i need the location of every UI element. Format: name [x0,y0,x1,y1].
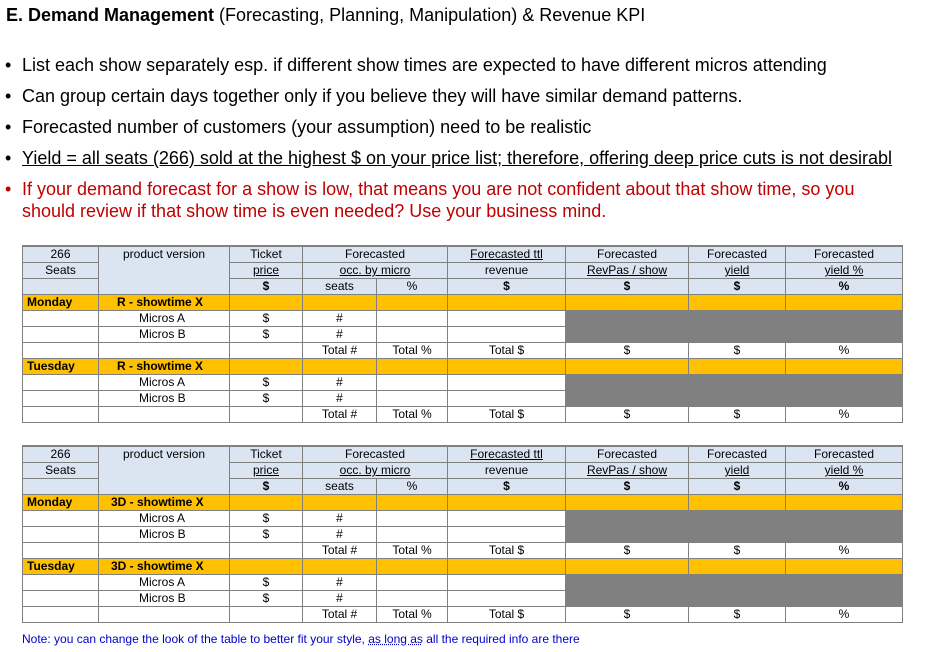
total-yield: $ [689,343,786,359]
occ-header: Forecasted [303,446,448,463]
yield-unit: $ [689,479,786,495]
ticket-header: Ticket [230,246,303,263]
total-revpas: $ [566,607,689,623]
micro-row [23,327,903,343]
total-pct: Total % [377,407,448,423]
micro-label: Micros B [99,591,230,607]
bullet-text: Yield = all seats (266) sold at the highest $ on your price list; therefore, offering deep price cuts is not desirabl [22,148,892,168]
bullet-item [0,85,930,107]
day-label: Tuesday [23,559,99,575]
price-cell: $ [230,391,303,407]
bullet-item [0,54,930,76]
rev-header-2: revenue [448,263,566,279]
day-label: Monday [23,495,99,511]
ticket-header: Ticket [230,446,303,463]
bullet-text: Forecasted number of customers (your assumption) need to be realistic [22,117,592,137]
seats-cell: # [303,511,377,527]
occ-header-2: occ. by micro [303,463,448,479]
yield-unit: $ [689,279,786,295]
micro-row [23,511,903,527]
bullet-dot: • [5,148,12,168]
total-rev: Total $ [448,343,566,359]
total-pct: Total % [377,343,448,359]
total-row [23,407,903,423]
total-seats: Total # [303,607,377,623]
total-pct: Total % [377,607,448,623]
day-row [23,559,903,575]
seats-header: 266 [23,446,99,463]
table-header-row [23,446,903,463]
total-seats: Total # [303,343,377,359]
occ-header-2: occ. by micro [303,263,448,279]
note-dotted: as long as [368,632,423,646]
table-header-row [23,246,903,263]
rev-header-2: revenue [448,463,566,479]
seats-cell: # [303,527,377,543]
yieldpct-header-2: yield % [786,263,903,279]
revpas-unit: $ [566,479,689,495]
price-cell: $ [230,591,303,607]
total-rev: Total $ [448,407,566,423]
total-yieldpct: % [786,543,903,559]
seats-cell: # [303,591,377,607]
price-cell: $ [230,511,303,527]
revpas-unit: $ [566,279,689,295]
micro-label: Micros A [99,511,230,527]
ticket-unit: $ [230,479,303,495]
seats-cell: # [303,327,377,343]
day-row [23,359,903,375]
total-yieldpct: % [786,343,903,359]
bullet-text: Can group certain days together only if you believe they will have similar demand patterns. [22,86,743,106]
bullet-list [0,54,930,231]
total-yield: $ [689,407,786,423]
seats-cell: # [303,575,377,591]
note-before: Note: you can change the look of the table to better fit your style, [22,632,369,646]
micro-label: Micros A [99,375,230,391]
total-yield: $ [689,607,786,623]
rev-unit: $ [448,479,566,495]
micro-label: Micros A [99,575,230,591]
total-pct: Total % [377,543,448,559]
bullet-dot: • [5,117,12,137]
micro-row [23,591,903,607]
micro-label: Micros B [99,391,230,407]
rev-unit: $ [448,279,566,295]
micro-row [23,375,903,391]
occ-pct-header: % [377,279,448,295]
seats-cell: # [303,391,377,407]
total-rev: Total $ [448,607,566,623]
total-seats: Total # [303,543,377,559]
version-label: 3D - showtime X [99,559,230,575]
total-seats: Total # [303,407,377,423]
version-label: R - showtime X [99,359,230,375]
bullet-text: If your demand forecast for a show is low, that means you are not confident about that show time, so you should review if that show time is even needed? Use your business mind. [22,179,855,221]
total-yieldpct: % [786,407,903,423]
header-cell [23,479,99,495]
seats-cell: # [303,311,377,327]
total-row [23,543,903,559]
price-cell: $ [230,575,303,591]
bullet-item [0,147,930,169]
section-heading [6,5,645,26]
bullet-text: List each show separately esp. if different show times are expected to have different micros attending [22,55,827,75]
micro-row [23,575,903,591]
bullet-dot: • [5,55,12,75]
price-cell: $ [230,327,303,343]
day-row [23,295,903,311]
revpas-header-2: RevPas / show [566,463,689,479]
day-label: Monday [23,295,99,311]
total-yield: $ [689,543,786,559]
total-row [23,343,903,359]
rev-header-text: Forecasted ttl [470,447,543,461]
bullet-dot: • [5,179,12,199]
total-revpas: $ [566,343,689,359]
heading-rest: (Forecasting, Planning, Manipulation) & Revenue KPI [214,5,646,25]
yieldpct-unit: % [786,479,903,495]
heading-bold: E. Demand Management [6,5,215,25]
forecast-table-3d [22,445,903,623]
rev-header [448,246,566,263]
version-label: 3D - showtime X [99,495,230,511]
occ-seats-header: seats [303,479,377,495]
price-cell: $ [230,311,303,327]
micro-row [23,391,903,407]
rev-header [448,446,566,463]
header-cell [23,279,99,295]
occ-header: Forecasted [303,246,448,263]
yield-header: Forecasted [689,246,786,263]
bullet-dot: • [5,86,12,106]
version-label: R - showtime X [99,295,230,311]
revpas-header: Forecasted [566,446,689,463]
revpas-header-2: RevPas / show [566,263,689,279]
yieldpct-header: Forecasted [786,446,903,463]
footnote [22,632,580,646]
product-version-header: product version [99,446,230,495]
day-row [23,495,903,511]
forecast-table-r [22,245,903,423]
seats-header-2: Seats [23,263,99,279]
day-label: Tuesday [23,359,99,375]
ticket-unit: $ [230,279,303,295]
micro-row [23,527,903,543]
product-version-header: product version [99,246,230,295]
total-yieldpct: % [786,607,903,623]
yield-header: Forecasted [689,446,786,463]
micro-label: Micros B [99,527,230,543]
revpas-header: Forecasted [566,246,689,263]
total-row [23,607,903,623]
total-revpas: $ [566,407,689,423]
yield-header-2: yield [689,263,786,279]
note-after: all the required info are there [422,632,580,646]
micro-row [23,311,903,327]
occ-seats-header: seats [303,279,377,295]
rev-header-text: Forecasted ttl [470,247,543,261]
total-revpas: $ [566,543,689,559]
occ-pct-header: % [377,479,448,495]
bullet-item [0,116,930,138]
yieldpct-header: Forecasted [786,246,903,263]
total-rev: Total $ [448,543,566,559]
seats-header-2: Seats [23,463,99,479]
micro-label: Micros B [99,327,230,343]
seats-header: 266 [23,246,99,263]
seats-cell: # [303,375,377,391]
yieldpct-header-2: yield % [786,463,903,479]
price-cell: $ [230,375,303,391]
micro-label: Micros A [99,311,230,327]
bullet-item-warning [0,178,902,222]
price-cell: $ [230,527,303,543]
yieldpct-unit: % [786,279,903,295]
ticket-header-2: price [230,263,303,279]
yield-header-2: yield [689,463,786,479]
ticket-header-2: price [230,463,303,479]
